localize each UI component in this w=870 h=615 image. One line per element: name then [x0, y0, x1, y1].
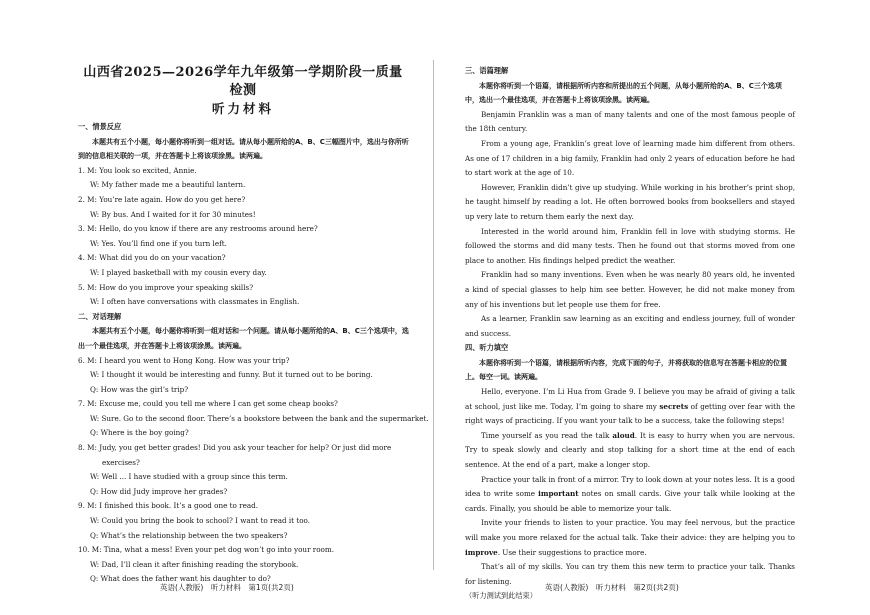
dialogue-line: 5. M: How do you improve your speaking skills?	[78, 282, 254, 292]
dialogue-line: 10. M: Tina, what a mess! Even your pet dog won’t go into your room.	[78, 545, 334, 555]
passage-paragraph	[465, 385, 795, 429]
dialogue-line: 3. M: Hello, do you know if there are any restrooms around here?	[78, 224, 318, 234]
section-heading-2: 二、对话理解	[78, 311, 122, 321]
right-column	[465, 64, 795, 604]
key-word: improve	[465, 547, 498, 557]
dialogue-line: W: I thought it would be interesting and funny. But it turned out to be boring.	[90, 370, 373, 380]
section-heading-4: 四、听力填空	[465, 343, 509, 353]
passage-paragraph	[465, 429, 795, 473]
dialogue-line: W: My father made me a beautiful lantern.	[90, 180, 246, 190]
section-instruction-2: 本题共有五个小题，每小题你将听到一组对话和一个问题。请从每小题所给的A、B、C三个选项中，选出一个最佳选项，并在答题卡上将该项涂黑。读两遍。	[78, 327, 409, 350]
dialogue-line: W: Dad, I’ll clean it after finishing reading the storybook.	[90, 559, 299, 569]
passage-paragraph: Benjamin Franklin was a man of many talents and one of the most famous people of the 18th century.	[465, 109, 795, 134]
passage-paragraph: Interested in the world around him, Franklin fell in love with studying storms. He followed the storms and did many tests. Then he found out that storms moved from one place to another. His findings helped predict the weather.	[465, 226, 795, 265]
dialogue-line: 9. M: I finished this book. It’s a good one to read.	[78, 501, 259, 511]
paragraph-text: Practice your talk in front of a mirror. Try to look down at your notes less. It is a good idea to write some	[465, 474, 795, 499]
dialogue-line: W: I often have conversations with classmates in English.	[90, 297, 300, 307]
section-heading-1: 一、情景反应	[78, 122, 122, 131]
section-heading-3: 三、语篇理解	[465, 66, 509, 75]
question-line: Q: How was the girl’s trip?	[90, 384, 189, 394]
paragraph-text: Time yourself as you read the talk	[481, 430, 613, 440]
dialogue-line: 6. M: I heard you went to Hong Kong. How was your trip?	[78, 355, 290, 365]
paragraph-text: Hello, everyone. I’m Li Hua from Grade 9. I believe you may be afraid of giving a talk at school, just like me. Today, I’m going to share my	[465, 387, 795, 411]
key-word: secrets	[659, 401, 689, 411]
dialogue-line: exercises?	[102, 457, 140, 467]
document-title: 山西省2025—2026学年九年级第一学期阶段一质量检测	[83, 65, 403, 98]
question-line: Q: What’s the relationship between the two speakers?	[90, 530, 288, 540]
dialogue-line: 8. M: Judy, you get better grades! Did you ask your teacher for help? Or just did more	[78, 443, 392, 453]
question-line: Q: Where is the boy going?	[90, 428, 189, 438]
paragraph-text: notes on small cards. Give your talk while looking at the cards. Finally, you should be able to memorize your talk.	[465, 489, 795, 513]
paragraph-text: . It is easy to hurry when you are nervous. Try to speak slowly and clearly and stop talking for a short time at the end of each sentence. At the end of a part, make a longer stop.	[465, 430, 795, 470]
question-line: Q: What does the father want his daughter to do?	[90, 574, 271, 584]
dialogue-line: W: Could you bring the book to school? I want to read it too.	[90, 516, 311, 526]
dialogue-line: W: Yes. You’ll find one if you turn left.	[90, 238, 227, 248]
document-subtitle: 听力材料	[211, 101, 274, 116]
paragraph-text: of getting over fear with the right ways of practicing. If you want your talk to be a success, take the following steps!	[465, 401, 796, 426]
question-line: Q: How did Judy improve her grades?	[90, 486, 228, 496]
dialogue-line: W: I played basketball with my cousin every day.	[90, 267, 267, 277]
passage-paragraph: However, Franklin didn’t give up studying. While working in his brother’s print shop, he taught himself by reading a lot. He often borrowed books from booksellers and stayed up very late to return them early the next day.	[465, 182, 795, 221]
footer-right: 英语(人教版) 听力材料 第2页(共2页)	[545, 583, 679, 592]
section-instruction-4: 本题你将听到一个语篇，请根据所听内容，完成下面的句子，并将获取的信息写在答题卡相应的位置上。每空一词。读两遍。	[465, 358, 787, 382]
passage-paragraph: Franklin had so many inventions. Even when he was nearly 80 years old, he invented a kind of special glasses to help him see better. However, he did not make money from any of his inventions but let people use them for free.	[465, 270, 795, 309]
left-column	[78, 120, 429, 587]
key-word: aloud	[612, 430, 635, 440]
dialogue-line: 2. M: You’re late again. How do you get here?	[78, 194, 246, 204]
passage-paragraph: From a young age, Franklin’s great love of learning made him different from others. As one of 17 children in a big family, Franklin had only 2 years of education before he had to start work at the age of 10.	[465, 138, 795, 178]
section-instruction-3: 本题你将听到一个语篇，请根据所听内容和所提出的五个问题，从每小题所给的A、B、C三个选项中，选出一个最佳选项，并在答题卡上将该项涂黑。读两遍。	[465, 81, 782, 105]
section-instruction-1: 本题共有五个小题，每小题你将听到一组对话。请从每小题所给的A、B、C三幅图片中，选出与你所听到的信息相关联的一项，并在答题卡上将该项涂黑。读两遍。	[78, 137, 409, 161]
right-page	[435, 0, 870, 615]
dialogue-line: W: Well ... I have studied with a group since this term.	[90, 472, 288, 482]
paragraph-text: Invite your friends to listen to your practice. You may feel nervous, but the practice will make you more relaxed for the actual talk. Take their advice: they are helping you to	[465, 518, 795, 542]
passage-paragraph	[465, 516, 795, 560]
dialogue-line: 7. M: Excuse me, could you tell me where I can get some cheap books?	[78, 399, 338, 409]
footer-left: 英语(人教版) 听力材料 第1页(共2页)	[160, 583, 294, 592]
passage-paragraph	[465, 473, 795, 517]
key-word: important	[538, 489, 579, 499]
dialogue-line: W: Sure. Go to the second floor. There’s a bookstore between the bank and the supermarket.	[90, 413, 429, 423]
dialogue-line: 1. M: You look so excited, Annie.	[78, 165, 197, 175]
passage-paragraph: That’s all of my skills. You can try them this new term to practice your talk. Thanks for listening.	[465, 562, 795, 586]
dialogue-line: W: By bus. And I waited for it for 30 minutes!	[90, 209, 256, 219]
dialogue-line: 4. M: What did you do on your vacation?	[78, 253, 226, 263]
paragraph-text: . Use their suggestions to practice more.	[497, 547, 647, 557]
passage-paragraph: As a learner, Franklin saw learning as an exciting and endless journey, full of wonder and success.	[465, 314, 795, 338]
end-note: （听力测试到此结束）	[465, 591, 537, 601]
